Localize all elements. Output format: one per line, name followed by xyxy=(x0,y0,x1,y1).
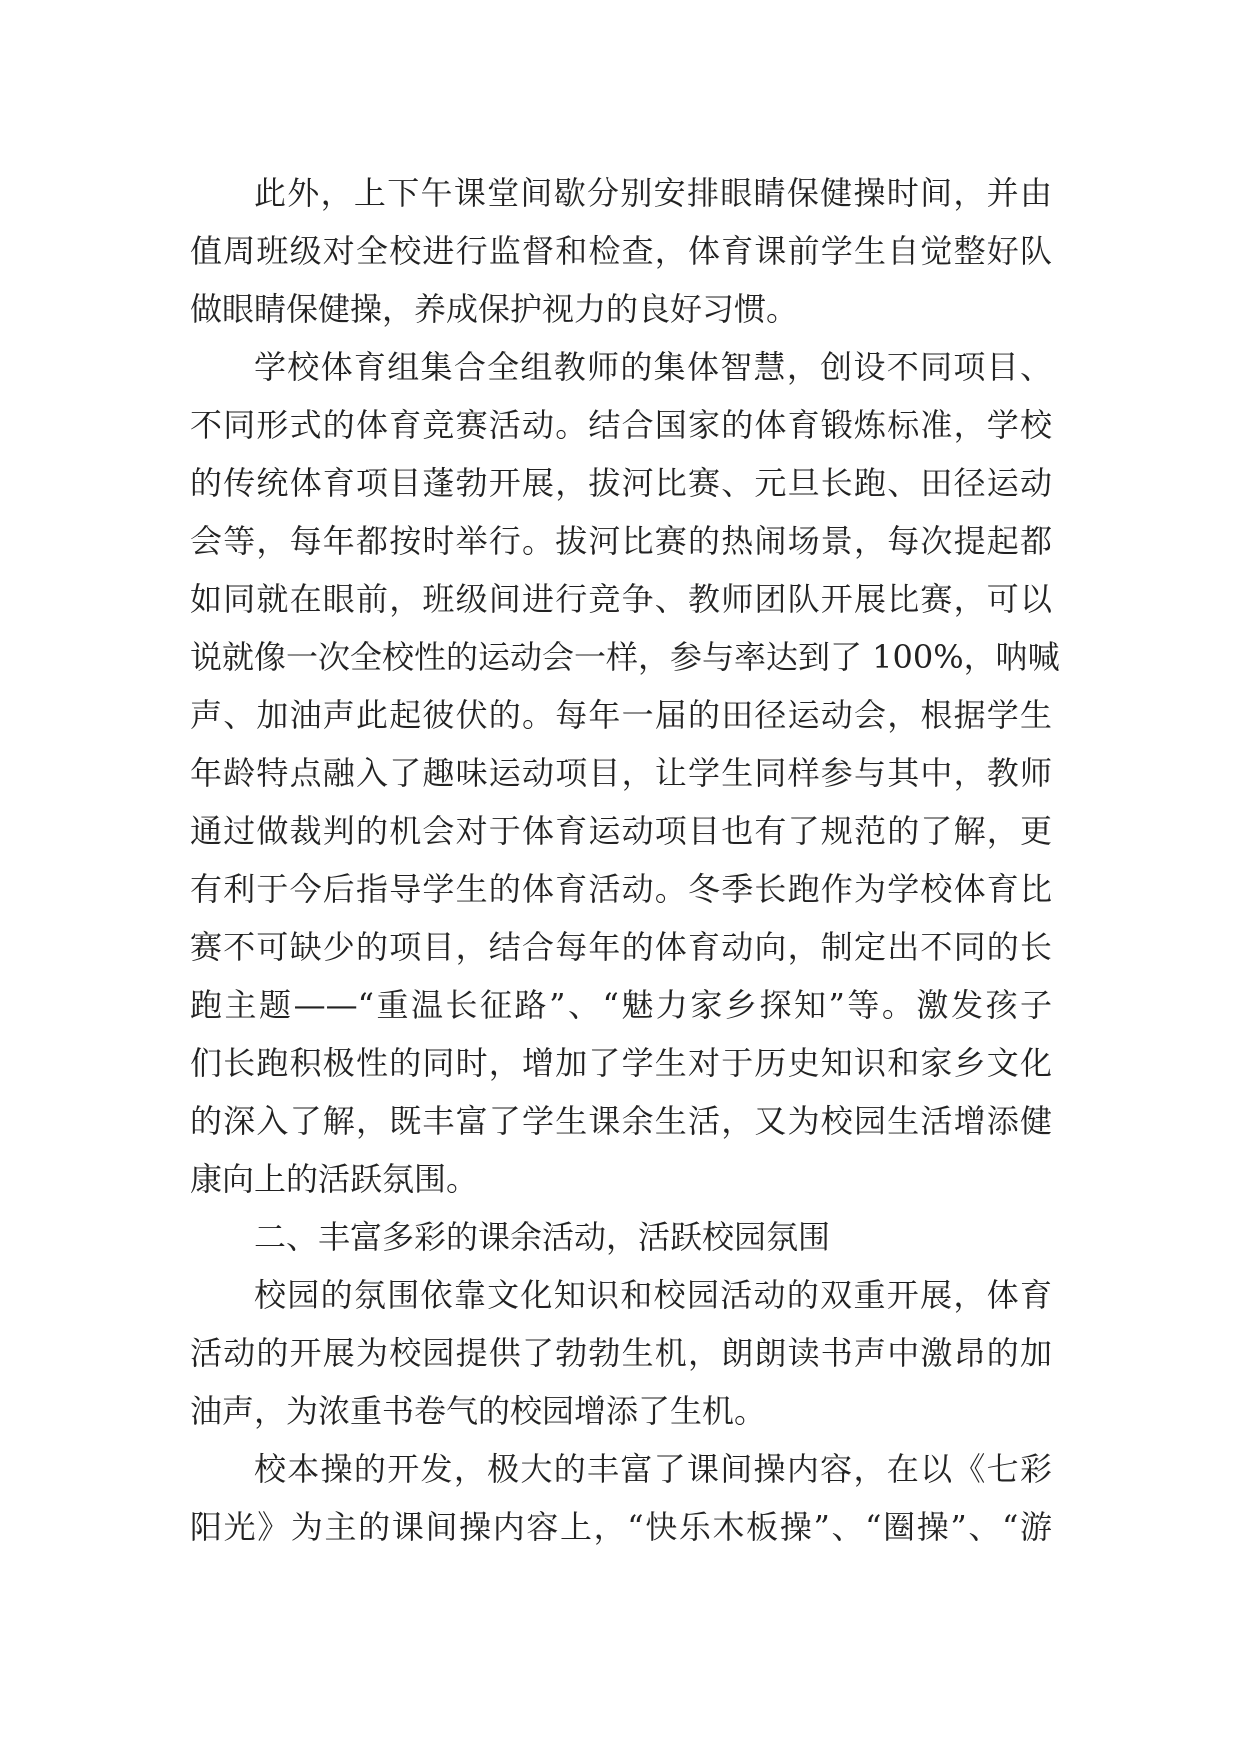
text-line: 有利于今后指导学生的体育活动。冬季长跑作为学校体育比 xyxy=(190,870,1052,908)
body-text xyxy=(190,164,1060,1556)
text-line: 校园的氛围依靠文化知识和校园活动的双重开展，体育 xyxy=(254,1276,1052,1314)
text-line: 油声，为浓重书卷气的校园增添了生机。 xyxy=(190,1392,767,1430)
text-line: 阳光》为主的课间操内容上，“快乐木板操”、“圈操”、“游 xyxy=(190,1508,1052,1546)
text-line: 如同就在眼前，班级间进行竞争、教师团队开展比赛，可以 xyxy=(190,580,1052,618)
text-line: 跑主题——“重温长征路”、“魅力家乡探知”等。激发孩子 xyxy=(190,986,1052,1024)
text-line: 年龄特点融入了趣味运动项目，让学生同样参与其中，教师 xyxy=(190,754,1052,792)
text-line: 活动的开展为校园提供了勃勃生机，朗朗读书声中激昂的加 xyxy=(190,1334,1052,1372)
text-line: 学校体育组集合全组教师的集体智慧，创设不同项目、 xyxy=(254,348,1052,386)
text-line: 值周班级对全校进行监督和检查，体育课前学生自觉整好队 xyxy=(190,232,1052,270)
text-line: 声、加油声此起彼伏的。每年一届的田径运动会，根据学生 xyxy=(190,696,1052,734)
text-line: 不同形式的体育竞赛活动。结合国家的体育锻炼标准，学校 xyxy=(190,406,1052,444)
text-line: 会等，每年都按时举行。拔河比赛的热闹场景，每次提起都 xyxy=(190,522,1052,560)
text-line: 赛不可缺少的项目，结合每年的体育动向，制定出不同的长 xyxy=(190,928,1052,966)
text-line: 二、丰富多彩的课余活动，活跃校园氛围 xyxy=(254,1218,831,1256)
text-line: 校本操的开发，极大的丰富了课间操内容，在以《七彩 xyxy=(254,1450,1052,1488)
text-line: 说就像一次全校性的运动会一样，参与率达到了 100%，呐喊 xyxy=(190,638,1060,676)
text-line: 通过做裁判的机会对于体育运动项目也有了规范的了解，更 xyxy=(190,812,1052,850)
text-line: 们长跑积极性的同时，增加了学生对于历史知识和家乡文化 xyxy=(190,1044,1052,1082)
text-line: 做眼睛保健操，养成保护视力的良好习惯。 xyxy=(190,290,799,328)
text-line: 此外，上下午课堂间歇分别安排眼睛保健操时间，并由 xyxy=(254,174,1052,212)
text-line: 的深入了解，既丰富了学生课余生活，又为校园生活增添健 xyxy=(190,1102,1052,1140)
text-line: 康向上的活跃氛围。 xyxy=(190,1160,479,1198)
text-line: 的传统体育项目蓬勃开展，拔河比赛、元旦长跑、田径运动 xyxy=(190,464,1052,502)
